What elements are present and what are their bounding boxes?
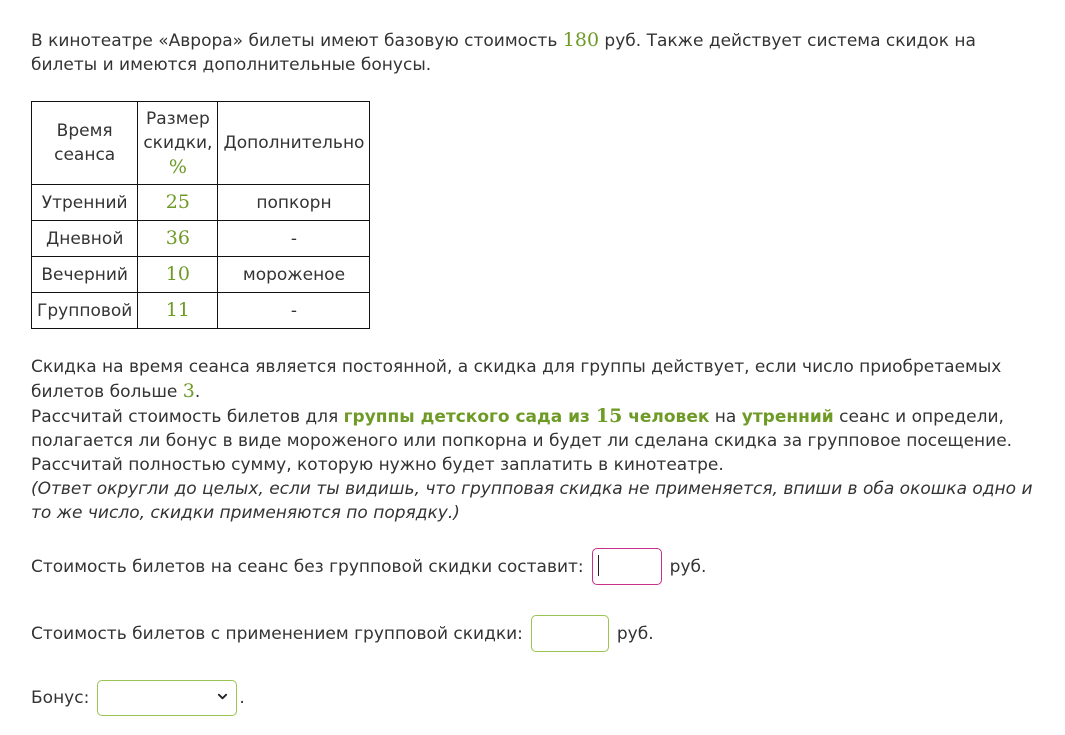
- q1-unit: руб.: [669, 556, 707, 577]
- highlight-session: утренний: [741, 407, 834, 427]
- q2-label: Стоимость билетов с применением групповой скидки:: [31, 623, 523, 644]
- row-bonus: попкорн: [218, 185, 370, 221]
- chevron-down-icon: [217, 691, 228, 702]
- q3-end: .: [239, 688, 245, 708]
- answer-row-1: [31, 548, 706, 585]
- price-with-group-input[interactable]: [531, 615, 609, 652]
- header-additional: Дополнительно: [218, 102, 370, 185]
- table-row: [32, 293, 370, 329]
- table-row: [32, 221, 370, 257]
- row-bonus: мороженое: [218, 257, 370, 293]
- discount-table: [31, 101, 370, 329]
- answer-row-2: [31, 615, 654, 652]
- note-paragraph: (Ответ округли до целых, если ты видишь, что групповая скидка не применяется, впиши в оба окошка одно и то же число, скидки применяются по порядку.): [31, 479, 1033, 523]
- header-session-time: Время сеанса: [32, 102, 138, 185]
- text-caret: [598, 555, 599, 576]
- group-min-count: 3: [182, 380, 195, 402]
- row-discount: 10: [138, 257, 218, 293]
- answer-row-3: [31, 680, 245, 716]
- highlight-group: группы детского сада из 15 человек: [343, 405, 710, 427]
- table-row: [32, 257, 370, 293]
- row-time: Утренний: [32, 185, 138, 221]
- table-row: [32, 185, 370, 221]
- task-paragraph: Рассчитай стоимость билетов для группы детского сада из 15 человек на утренний сеанс и определи, полагается ли бонус в виде мороженого или попкорна и будет ли сделана скидка за групповое посещение.: [31, 405, 1013, 451]
- q3-label: Бонус:: [31, 688, 90, 708]
- base-price: 180: [562, 29, 600, 51]
- price-without-group-input[interactable]: [592, 548, 662, 585]
- task-content: [31, 28, 1041, 525]
- header-discount-size: Размер скидки, %: [138, 102, 218, 185]
- row-discount: 11: [138, 293, 218, 329]
- row-discount: 25: [138, 185, 218, 221]
- intro-text: В кинотеатре «Аврора» билеты имеют базовую стоимость: [31, 31, 563, 51]
- row-bonus: -: [218, 221, 370, 257]
- row-time: Вечерний: [32, 257, 138, 293]
- intro-text-end: руб. Также действует система скидок на билеты и имеются дополнительные бонусы.: [31, 31, 976, 75]
- row-discount: 36: [138, 221, 218, 257]
- bonus-select[interactable]: [97, 680, 237, 716]
- task-total-paragraph: Рассчитай полностью сумму, которую нужно будет заплатить в кинотеатре.: [31, 455, 724, 475]
- row-time: Дневной: [32, 221, 138, 257]
- table-header-row: [32, 102, 370, 185]
- q2-unit: руб.: [616, 623, 654, 644]
- q1-label: Стоимость билетов на сеанс без групповой скидки составит:: [31, 556, 584, 577]
- row-time: Групповой: [32, 293, 138, 329]
- intro-paragraph: [31, 28, 1041, 77]
- condition-paragraph: Скидка на время сеанса является постоянной, а скидка для группы действует, если число приобретаемых билетов больше 3.: [31, 357, 1002, 402]
- row-bonus: -: [218, 293, 370, 329]
